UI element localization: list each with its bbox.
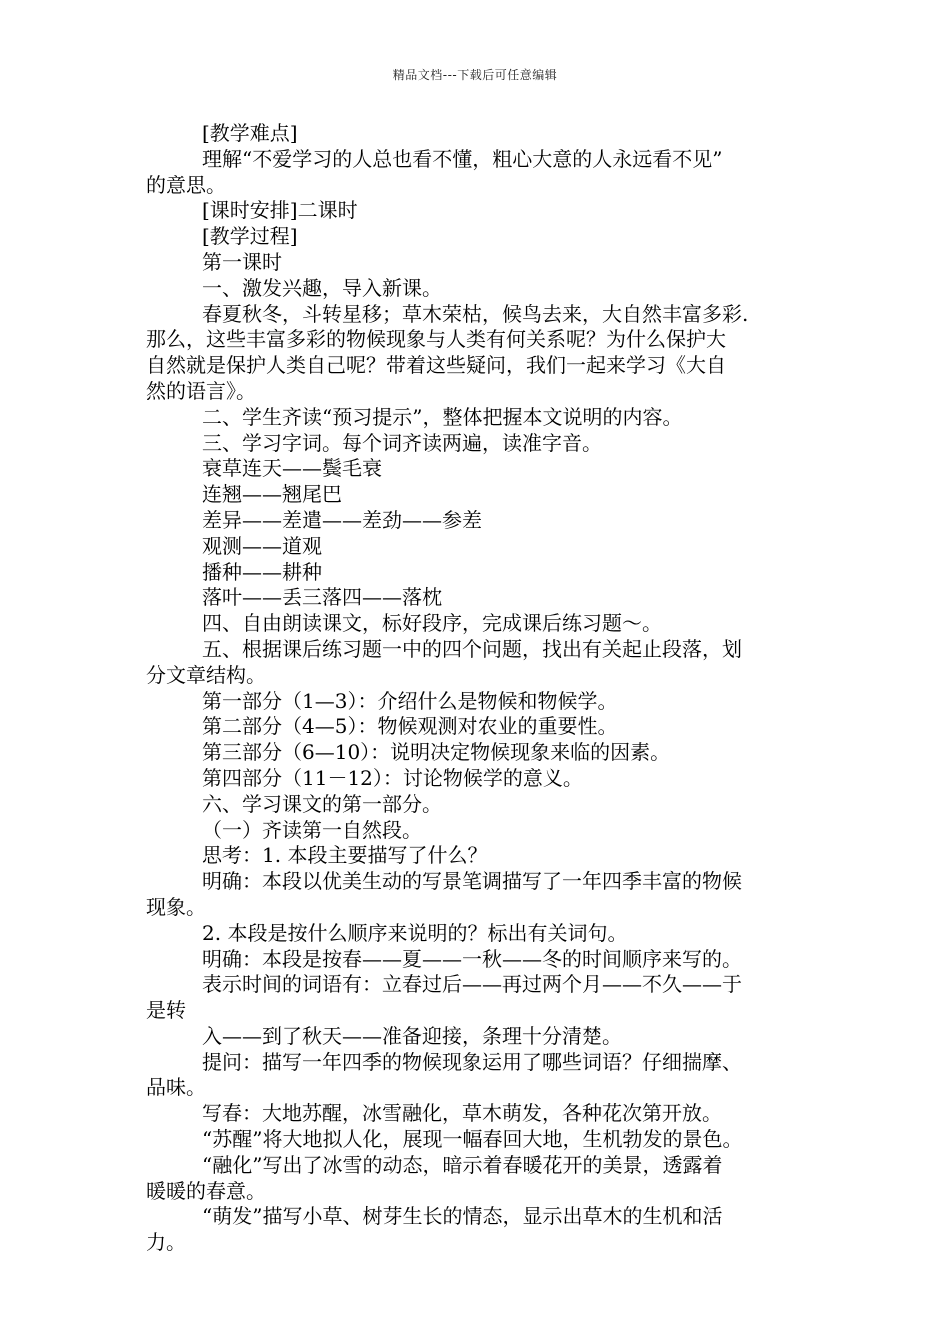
page-header: 精品文档---下载后可任意编辑: [392, 68, 558, 82]
text-line: 六、学习课文的第一部分。: [202, 791, 442, 816]
text-line: 春夏秋冬，斗转星移；草木荣枯，候鸟去来，大自然丰富多彩.: [202, 301, 749, 326]
text-line: 自然就是保护人类自己呢？带着这些疑问，我们一起来学习《大自: [146, 353, 726, 378]
text-line: 暖暖的春意。: [146, 1178, 266, 1203]
text-line: 是转: [146, 998, 186, 1023]
text-line: “融化”写出了冰雪的动态，暗示着春暖花开的美景，透露着: [202, 1152, 723, 1177]
text-line: 播种——耕种: [202, 559, 322, 584]
text-line: 理解“不爱学习的人总也看不懂，粗心大意的人永远看不见”: [202, 146, 723, 171]
text-line: 连翘——翘尾巴: [202, 482, 342, 507]
text-line: 四、自由朗读课文，标好段序，完成课后练习题～。: [202, 611, 662, 636]
text-line: 分文章结构。: [146, 662, 266, 687]
text-line: 三、学习字词。每个词齐读两遍，读准字音。: [202, 430, 602, 455]
text-line: 第二部分（4—5）：物候观测对农业的重要性。: [202, 714, 618, 739]
text-line: 思考：1. 本段主要描写了什么？: [202, 843, 488, 868]
text-line: [课时安排]二课时: [202, 198, 358, 223]
text-line: 一、激发兴趣，导入新课。: [202, 275, 442, 300]
text-line: 那么，这些丰富多彩的物候现象与人类有何关系呢？为什么保护大: [146, 327, 726, 352]
text-line: [教学过程]: [202, 224, 298, 249]
text-line: 现象。: [146, 894, 206, 919]
text-line: （一）齐读第一自然段。: [202, 817, 422, 842]
text-line: 2. 本段是按什么顺序来说明的？标出有关词句。: [202, 920, 628, 945]
text-line: “苏醒”将大地拟人化，展现一幅春回大地，生机勃发的景色。: [202, 1127, 743, 1152]
text-line: 品味。: [146, 1075, 206, 1100]
text-line: [教学难点]: [202, 121, 298, 145]
text-line: 明确：本段是按春——夏——一秋——冬的时间顺序来写的。: [202, 946, 742, 971]
text-line: 的意思。: [146, 172, 226, 197]
text-line: 表示时间的词语有：立春过后——再过两个月——不久——于: [202, 972, 742, 997]
text-line: 差异——差遣——差劲——参差: [202, 507, 482, 532]
text-line: 观测——道观: [202, 533, 322, 558]
text-line: 提问：描写一年四季的物候现象运用了哪些词语？仔细揣摩、: [202, 1049, 742, 1074]
text-line: 二、学生齐读“预习提示”，整体把握本文说明的内容。: [202, 404, 683, 429]
text-line: 第一课时: [202, 249, 282, 274]
text-line: 入——到了秋天——准备迎接，条理十分清楚。: [202, 1023, 622, 1048]
text-line: “萌发”描写小草、树芽生长的情态，显示出草木的生机和活: [202, 1204, 723, 1229]
text-line: 力。: [146, 1230, 186, 1255]
text-line: 五、根据课后练习题一中的四个问题，找出有关起止段落，划: [202, 636, 742, 661]
text-line: 衰草连天——鬓毛衰: [202, 456, 382, 481]
text-line: 第四部分（11－12）：讨论物候学的意义。: [202, 765, 583, 790]
text-line: 第三部分（6—10）：说明决定物候现象来临的因素。: [202, 740, 671, 765]
text-line: 第一部分（1—3）：介绍什么是物候和物候学。: [202, 688, 618, 713]
text-line: 写春：大地苏醒，冰雪融化，草木萌发，各种花次第开放。: [202, 1101, 722, 1126]
text-line: 落叶——丢三落四——落枕: [202, 585, 442, 610]
document-body: [146, 121, 806, 1256]
text-line: 明确：本段以优美生动的写景笔调描写了一年四季丰富的物候: [202, 869, 742, 894]
text-line: 然的语言》。: [146, 378, 256, 403]
